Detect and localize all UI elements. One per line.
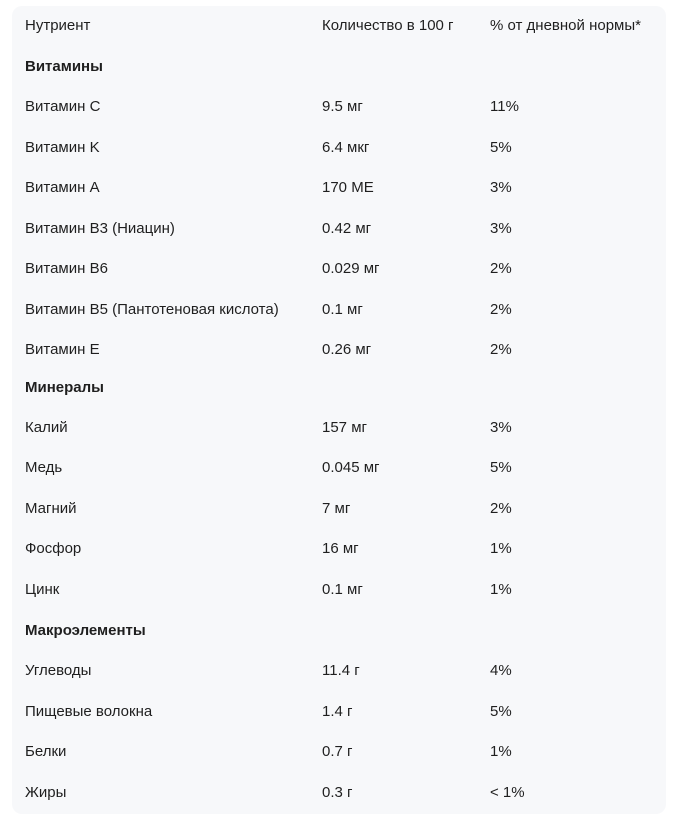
nutrient-name: Витамин B6 bbox=[25, 260, 108, 277]
nutrient-amount: 9.5 мг bbox=[322, 98, 363, 115]
nutrient-amount: 0.42 мг bbox=[322, 220, 372, 237]
nutrient-daily-value: 1% bbox=[490, 743, 512, 760]
nutrition-table bbox=[12, 6, 666, 814]
nutrient-daily-value: 3% bbox=[490, 179, 512, 196]
table-row bbox=[12, 489, 666, 529]
section-title: Макроэлементы bbox=[25, 622, 146, 639]
table-row bbox=[12, 249, 666, 289]
nutrient-amount: 0.1 мг bbox=[322, 581, 363, 598]
nutrient-amount: 16 мг bbox=[322, 540, 359, 557]
table-row bbox=[12, 290, 666, 330]
nutrient-name: Витамин B5 (Пантотеновая кислота) bbox=[25, 301, 279, 318]
nutrient-daily-value: 1% bbox=[490, 540, 512, 557]
nutrient-amount: 0.1 мг bbox=[322, 301, 363, 318]
table-row bbox=[12, 408, 666, 448]
table-row bbox=[12, 87, 666, 127]
section-vitamins bbox=[12, 47, 666, 87]
nutrient-daily-value: 5% bbox=[490, 459, 512, 476]
nutrient-daily-value: 11% bbox=[490, 98, 519, 115]
table-row bbox=[12, 732, 666, 772]
nutrient-name: Витамин E bbox=[25, 341, 100, 358]
nutrient-daily-value: 4% bbox=[490, 662, 512, 679]
nutrient-name: Цинк bbox=[25, 581, 60, 598]
table-row bbox=[12, 570, 666, 610]
table-row bbox=[12, 529, 666, 569]
nutrient-name: Медь bbox=[25, 459, 63, 476]
nutrient-amount: 0.029 мг bbox=[322, 260, 380, 277]
section-macronutrients bbox=[12, 611, 666, 651]
nutrient-daily-value: < 1% bbox=[490, 784, 525, 801]
section-title: Минералы bbox=[25, 379, 104, 396]
section-title: Витамины bbox=[25, 58, 103, 75]
nutrient-name: Белки bbox=[25, 743, 67, 760]
nutrient-name: Углеводы bbox=[25, 662, 92, 679]
table-row bbox=[12, 773, 666, 813]
header-nutrient: Нутриент bbox=[25, 17, 91, 34]
table-row bbox=[12, 692, 666, 732]
nutrient-amount: 1.4 г bbox=[322, 703, 353, 720]
nutrient-name: Витамин B3 (Ниацин) bbox=[25, 220, 175, 237]
nutrient-amount: 0.045 мг bbox=[322, 459, 380, 476]
table-header-row bbox=[12, 6, 666, 46]
table-row bbox=[12, 330, 666, 370]
nutrient-name: Витамин K bbox=[25, 139, 100, 156]
nutrient-amount: 6.4 мкг bbox=[322, 139, 370, 156]
nutrient-name: Жиры bbox=[25, 784, 67, 801]
nutrient-amount: 11.4 г bbox=[322, 662, 360, 679]
nutrient-name: Витамин A bbox=[25, 179, 100, 196]
header-amount: Количество в 100 г bbox=[322, 17, 454, 34]
nutrient-name: Пищевые волокна bbox=[25, 703, 153, 720]
table-row bbox=[12, 168, 666, 208]
nutrient-name: Калий bbox=[25, 419, 68, 436]
nutrient-amount: 0.26 мг bbox=[322, 341, 372, 358]
nutrient-amount: 0.3 г bbox=[322, 784, 353, 801]
nutrient-name: Фосфор bbox=[25, 540, 82, 557]
nutrient-name: Витамин C bbox=[25, 98, 101, 115]
table-row bbox=[12, 651, 666, 691]
table-row bbox=[12, 209, 666, 249]
nutrient-amount: 170 МЕ bbox=[322, 179, 374, 196]
nutrient-daily-value: 2% bbox=[490, 341, 512, 358]
nutrient-daily-value: 2% bbox=[490, 500, 512, 517]
nutrient-daily-value: 3% bbox=[490, 220, 512, 237]
nutrient-amount: 0.7 г bbox=[322, 743, 353, 760]
nutrient-daily-value: 1% bbox=[490, 581, 512, 598]
nutrient-daily-value: 2% bbox=[490, 260, 512, 277]
table-row bbox=[12, 448, 666, 488]
nutrient-daily-value: 5% bbox=[490, 703, 512, 720]
section-minerals bbox=[12, 368, 666, 408]
nutrient-name: Магний bbox=[25, 500, 77, 517]
nutrient-amount: 157 мг bbox=[322, 419, 367, 436]
nutrient-daily-value: 2% bbox=[490, 301, 512, 318]
nutrient-daily-value: 5% bbox=[490, 139, 512, 156]
table-row bbox=[12, 128, 666, 168]
nutrient-amount: 7 мг bbox=[322, 500, 351, 517]
header-daily-value: % от дневной нормы* bbox=[490, 17, 641, 34]
nutrient-daily-value: 3% bbox=[490, 419, 512, 436]
